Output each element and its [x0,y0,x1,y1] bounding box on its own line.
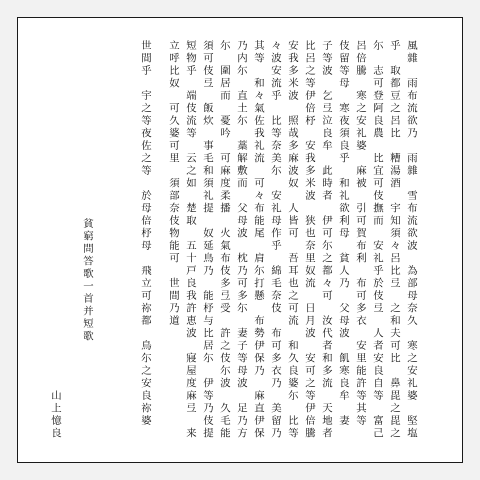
poem-line: 比呂之等伊倍杼 安我多米波 狭也奈里奴流 日月波 安可之等伊倍騰 [303,40,315,440]
document-page [17,17,463,463]
poem-line: 乃内尓 直土尓 藁解敷而 父母波 枕乃可多尓 妻子等母波 足乃方 [235,40,247,440]
poem-line: 子等波 乞弖泣良牟 此時者 伊可尓之都々可 汝代者和多流 天地者 [320,40,332,440]
poem-line: 尓 圍居而 憂吟 可麻度柔播 火氣布伎多弖受 許之伎尓波 久毛能 [218,40,230,440]
author-name: 山上憶良 [49,390,61,440]
poem-line: 呂倍騰 寒之安礼婆 麻被 引可賀布利 布可多衣 安里能許等其等 [354,40,366,428]
poem-line: 尓 志可登阿良農 比宜可伎撫而 安礼乎於伎弖 人者安良自等 富己 [371,40,383,440]
poem-line: 伎留等母 寒夜須良乎 和礼欲利母 貧人乃 父母波 飢寒良牟 妻 [337,40,349,428]
poem-line: 須可伎弖 飯炊 事毛和須礼提 奴延鳥乃 能杼与比居尓 伊等乃伎提 [201,40,213,440]
poem-line: 短物乎 端伎流等 云之如 楚取 五十戸良我許恵波 寢屋度麻弖 来 [184,40,196,440]
poem-line: 乎 取都豆之呂比 糟湯酒 宇知須々呂比弖 之和夫可比 鼻毘之毘之 [388,40,400,440]
poem-line: 風雜 雨布流欲乃 雨雜 雪布流欲波 為部母奈久 寒之安礼婆 堅塩 [405,40,417,440]
poem-line: 々波安流乎 比等奈美尓 安礼母作乎 綿毛奈伎 布可多衣乃 美留乃 [269,40,281,440]
poem-line: 其等 和々氣佐我礼流 可々布能尾 肩尓打懸 布勢伊保乃 麻直伊保 [252,40,264,440]
poem-title: 貧窮問答歌一首并短歌 [81,218,93,343]
poem-line: 安我多米波 照哉多麻波奴 人皆可 吾耳也之可流 和久良婆尓 比等 [286,40,298,440]
poem-line: 立呼比奴 可久婆可里 須部奈伎物能可 世間乃道 [167,40,179,328]
poem-line: 世間乎 宇之等夜佐之等 於母倍杼母 飛立可祢都 鳥尓之安良祢婆 [139,40,151,428]
